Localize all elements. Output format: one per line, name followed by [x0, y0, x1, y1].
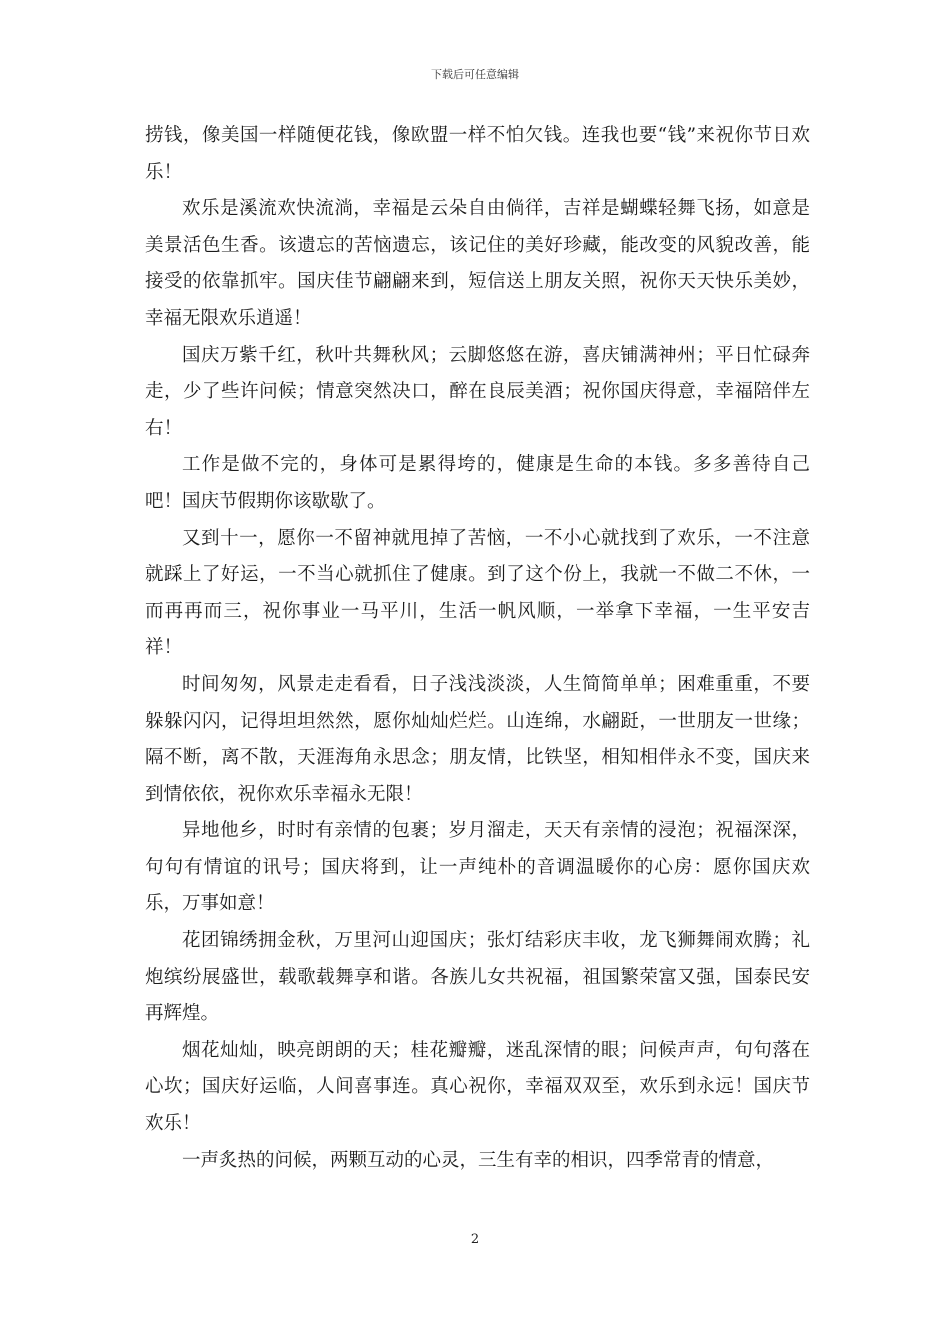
paragraph: 又到十一，愿你一不留神就甩掉了苦恼，一不小心就找到了欢乐，一不注意就踩上了好运，一不当心就抓住了健康。到了这个份上，我就一不做二不休，一而再再而三，祝你事业一马平川，生活一帆风顺，一举拿下幸福，一生平安吉祥！	[145, 527, 810, 659]
paragraph: 时间匆匆，风景走走看看，日子浅浅淡淡，人生简简单单；困难重重，不要躲躲闪闪，记得坦坦然然，愿你灿灿烂烂。山连绵，水翩跹，一世朋友一世缘；隔不断，离不散，天涯海角永思念；朋友情，比铁坚，相知相伴永不变，国庆来到情依依，祝你欢乐幸福永无限！	[145, 673, 810, 805]
paragraph: 欢乐是溪流欢快流淌，幸福是云朵自由倘徉，吉祥是蝴蝶轻舞飞扬，如意是美景活色生香。该遗忘的苦恼遗忘，该记住的美好珍藏，能改变的风貌改善，能接受的依靠抓牢。国庆佳节翩翩来到，短信送上朋友关照，祝你天天快乐美妙，幸福无限欢乐逍遥！	[145, 198, 810, 329]
paragraph: 花团锦绣拥金秋，万里河山迎国庆；张灯结彩庆丰收，龙飞狮舞闹欢腾；礼炮缤纷展盛世，载歌载舞享和谐。各族儿女共祝福，祖国繁荣富又强，国泰民安再辉煌。	[145, 930, 810, 1025]
page-header: 下载后可任意编辑	[431, 68, 519, 81]
paragraph: 烟花灿灿，映亮朗朗的天；桂花瓣瓣，迷乱深情的眼；问候声声，句句落在心坎；国庆好运临，人间喜事连。真心祝你，幸福双双至，欢乐到永远！国庆节欢乐！	[145, 1039, 810, 1135]
paragraph: 捞钱，像美国一样随便花钱，像欧盟一样不怕欠钱。连我也要“钱”来祝你节日欢乐！	[145, 125, 810, 183]
paragraph: 一声炙热的问候，两颗互动的心灵，三生有幸的相识，四季常青的情意，	[182, 1149, 775, 1171]
page-number: 2	[470, 1232, 480, 1247]
paragraph: 工作是做不完的，身体可是累得垮的，健康是生命的本钱。多多善待自己吧！国庆节假期你该歇歇了。	[145, 454, 810, 512]
paragraph: 异地他乡，时时有亲情的包裹；岁月溜走，天天有亲情的浸泡；祝福深深，句句有情谊的讯号；国庆将到，让一声纯朴的音调温暖你的心房：愿你国庆欢乐，万事如意！	[145, 820, 810, 915]
document-body	[145, 118, 810, 1179]
paragraph: 国庆万紫千红，秋叶共舞秋风；云脚悠悠在游，喜庆铺满神州；平日忙碌奔走，少了些许问候；情意突然决口，醉在良辰美酒；祝你国庆得意，幸福陪伴左右！	[145, 344, 810, 439]
